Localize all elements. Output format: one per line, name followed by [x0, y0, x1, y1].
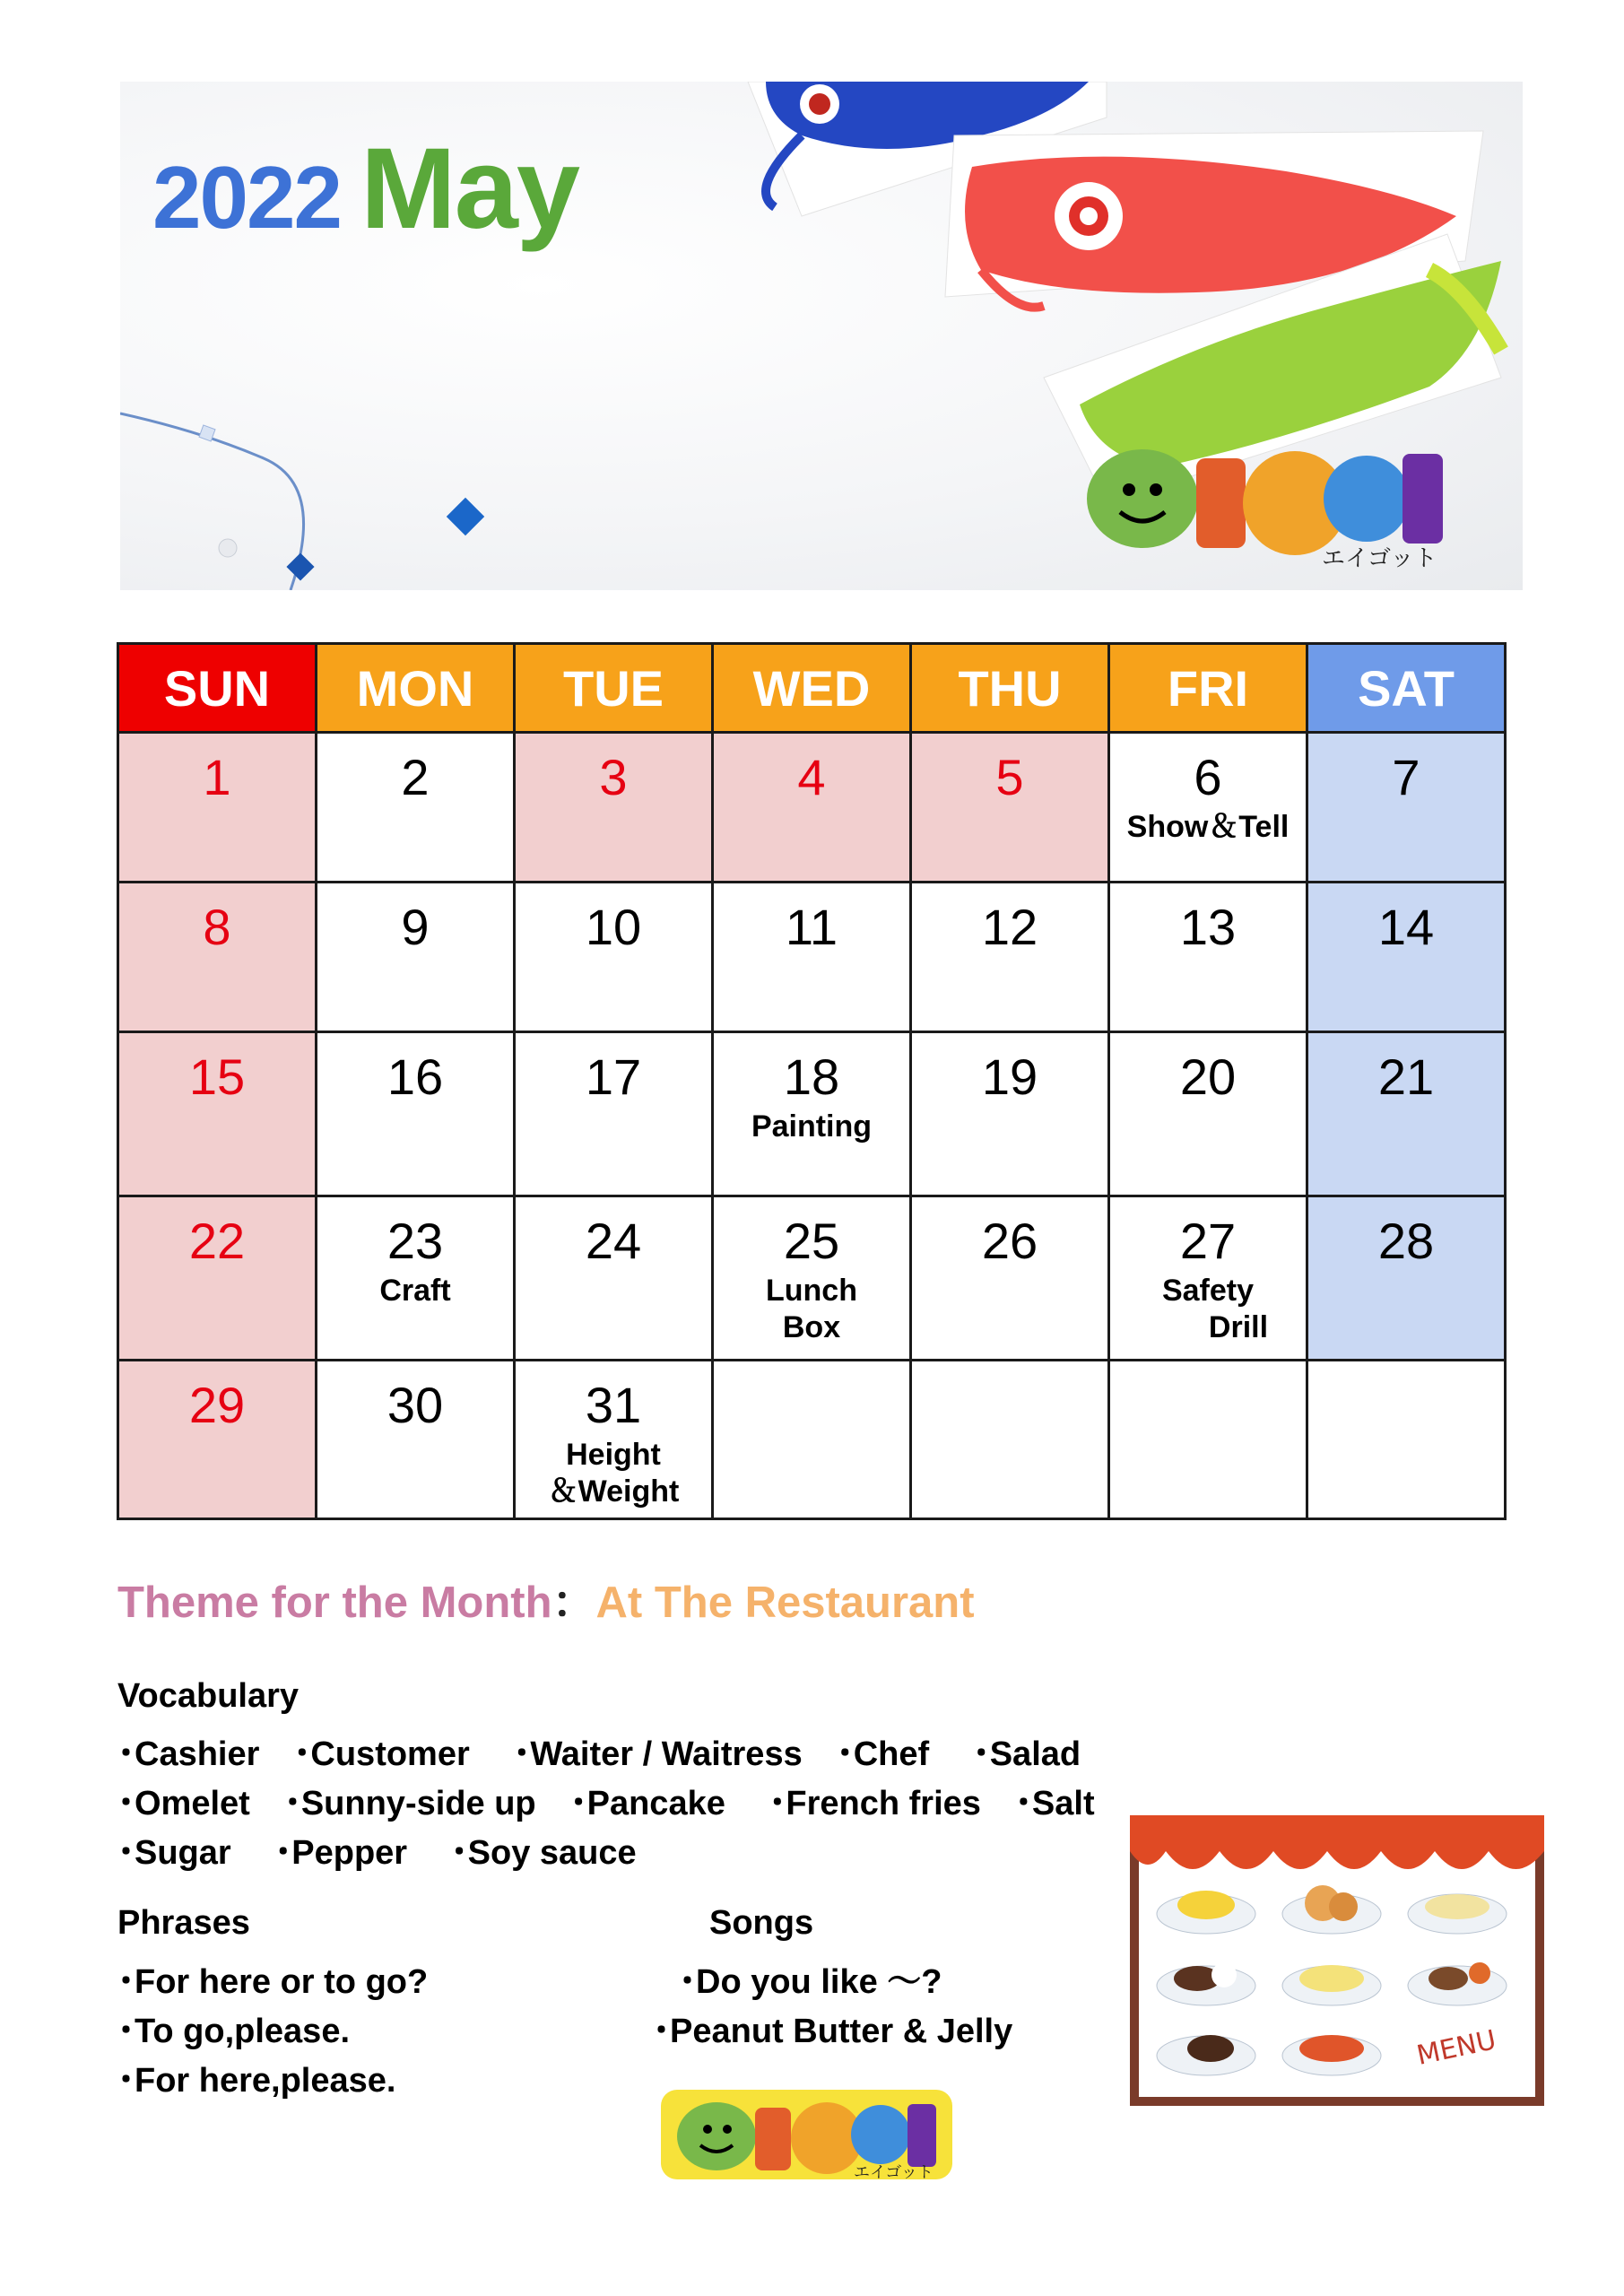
day-cell [515, 883, 713, 1032]
day-number: 2 [401, 749, 430, 805]
header-wed: WED [713, 644, 911, 733]
day-cell [713, 1032, 911, 1196]
day-cell [118, 883, 317, 1032]
logo-small-kana: エイゴット [854, 2163, 934, 2182]
day-cell [1307, 1032, 1506, 1196]
day-number: 10 [585, 899, 642, 955]
banner-title [152, 123, 578, 255]
day-number: 3 [599, 749, 628, 805]
day-number: 24 [585, 1213, 642, 1269]
banner-month: May [360, 125, 579, 253]
day-number: 27 [1179, 1213, 1237, 1269]
day-cell [1109, 733, 1307, 883]
theme-line [117, 1568, 975, 1631]
restaurant-menu-illustration [1130, 1815, 1544, 2106]
day-cell [118, 1361, 317, 1519]
header-tue: TUE [515, 644, 713, 733]
day-cell [1307, 733, 1506, 883]
day-cell [118, 1196, 317, 1361]
day-cell [515, 1361, 713, 1519]
theme-value: At The Restaurant [595, 1578, 975, 1627]
banner-year: 2022 [152, 148, 342, 247]
theme-label: Theme for the Month [117, 1578, 552, 1627]
day-event: Height ＆Weight [547, 1438, 680, 1509]
day-number: 5 [995, 749, 1024, 805]
day-number: 8 [203, 899, 231, 955]
day-cell [713, 883, 911, 1032]
day-number: 1 [203, 749, 231, 805]
day-cell [713, 1196, 911, 1361]
vocabulary-line: ･Cashier ･Customer ･Waiter / Waitress ･Chef ･Salad [117, 1735, 1081, 1773]
day-cell [118, 1032, 317, 1196]
day-cell-empty [1307, 1361, 1506, 1519]
week-row [118, 1032, 1506, 1196]
day-cell [1109, 883, 1307, 1032]
day-number: 16 [386, 1048, 444, 1105]
theme-separator: ： [551, 1578, 596, 1627]
day-number: 15 [188, 1048, 246, 1105]
day-number: 30 [386, 1377, 444, 1433]
day-number: 4 [797, 749, 826, 805]
day-event: Safety Drill [1161, 1274, 1269, 1344]
phrase-line: ･For here,please. [117, 2062, 396, 2100]
day-cell [317, 1032, 515, 1196]
calendar-table [117, 642, 1507, 1520]
header-thu: THU [911, 644, 1109, 733]
day-number: 21 [1377, 1048, 1435, 1105]
phrases-heading: Phrases [117, 1904, 250, 1942]
phrase-line: ･To go,please. [117, 2013, 351, 2050]
logo-kana: エイゴット [1322, 545, 1437, 572]
day-cell [515, 1196, 713, 1361]
day-cell [911, 1196, 1109, 1361]
weekday-header-row [118, 644, 1506, 733]
day-number: 31 [585, 1377, 642, 1433]
day-number: 6 [1194, 749, 1222, 805]
day-cell-empty [911, 1361, 1109, 1519]
day-cell [515, 733, 713, 883]
day-number: 18 [783, 1048, 840, 1105]
day-number: 22 [188, 1213, 246, 1269]
day-number: 26 [981, 1213, 1038, 1269]
day-number: 14 [1377, 899, 1435, 955]
day-cell [1109, 1196, 1307, 1361]
week-row [118, 1361, 1506, 1519]
day-number: 23 [386, 1213, 444, 1269]
vocabulary-line: ･Sugar ･Pepper ･Soy sauce [117, 1834, 637, 1872]
week-row [118, 733, 1506, 883]
day-cell [911, 733, 1109, 883]
menu-sign-text: MENU [1413, 2024, 1499, 2072]
header-sun: SUN [118, 644, 317, 733]
day-cell [317, 883, 515, 1032]
vocabulary-line: ･Omelet ･Sunny-side up ･Pancake ･French fries ･Salt [117, 1785, 1095, 1822]
day-cell-empty [1109, 1361, 1307, 1519]
vocabulary-heading: Vocabulary [117, 1677, 300, 1715]
day-event: Craft [379, 1274, 451, 1308]
day-cell [713, 733, 911, 883]
week-row [118, 883, 1506, 1032]
songs-heading: Songs [709, 1904, 814, 1942]
day-number: 25 [783, 1213, 840, 1269]
day-number: 13 [1179, 899, 1237, 955]
header-sat: SAT [1307, 644, 1506, 733]
day-cell [317, 1196, 515, 1361]
day-cell [118, 733, 317, 883]
day-number: 28 [1377, 1213, 1435, 1269]
day-cell [515, 1032, 713, 1196]
day-event: Painting [751, 1109, 873, 1144]
day-cell [317, 1361, 515, 1519]
phrase-line: ･For here or to go? [117, 1963, 429, 2001]
day-number: 29 [188, 1377, 246, 1433]
day-number: 12 [981, 899, 1038, 955]
day-cell [1307, 883, 1506, 1032]
eigot-logo [1080, 431, 1456, 575]
day-cell-empty [713, 1361, 911, 1519]
song-line: ･Peanut Butter & Jelly [653, 2013, 1013, 2050]
day-number: 7 [1392, 749, 1420, 805]
day-number: 17 [585, 1048, 642, 1105]
week-row [118, 1196, 1506, 1361]
day-number: 11 [785, 899, 838, 955]
day-number: 20 [1179, 1048, 1237, 1105]
day-event: Lunch Box [766, 1274, 857, 1344]
song-line: ･Do you like ～? [679, 1963, 942, 2001]
day-cell [911, 883, 1109, 1032]
day-number: 19 [981, 1048, 1038, 1105]
day-number: 9 [401, 899, 430, 955]
day-cell [911, 1032, 1109, 1196]
header-fri: FRI [1109, 644, 1307, 733]
day-event: Show＆Tell [1126, 810, 1290, 844]
day-cell [1109, 1032, 1307, 1196]
eigot-logo-small [661, 2083, 952, 2186]
day-cell [1307, 1196, 1506, 1361]
header-banner [120, 82, 1523, 590]
day-cell [317, 733, 515, 883]
header-mon: MON [317, 644, 515, 733]
